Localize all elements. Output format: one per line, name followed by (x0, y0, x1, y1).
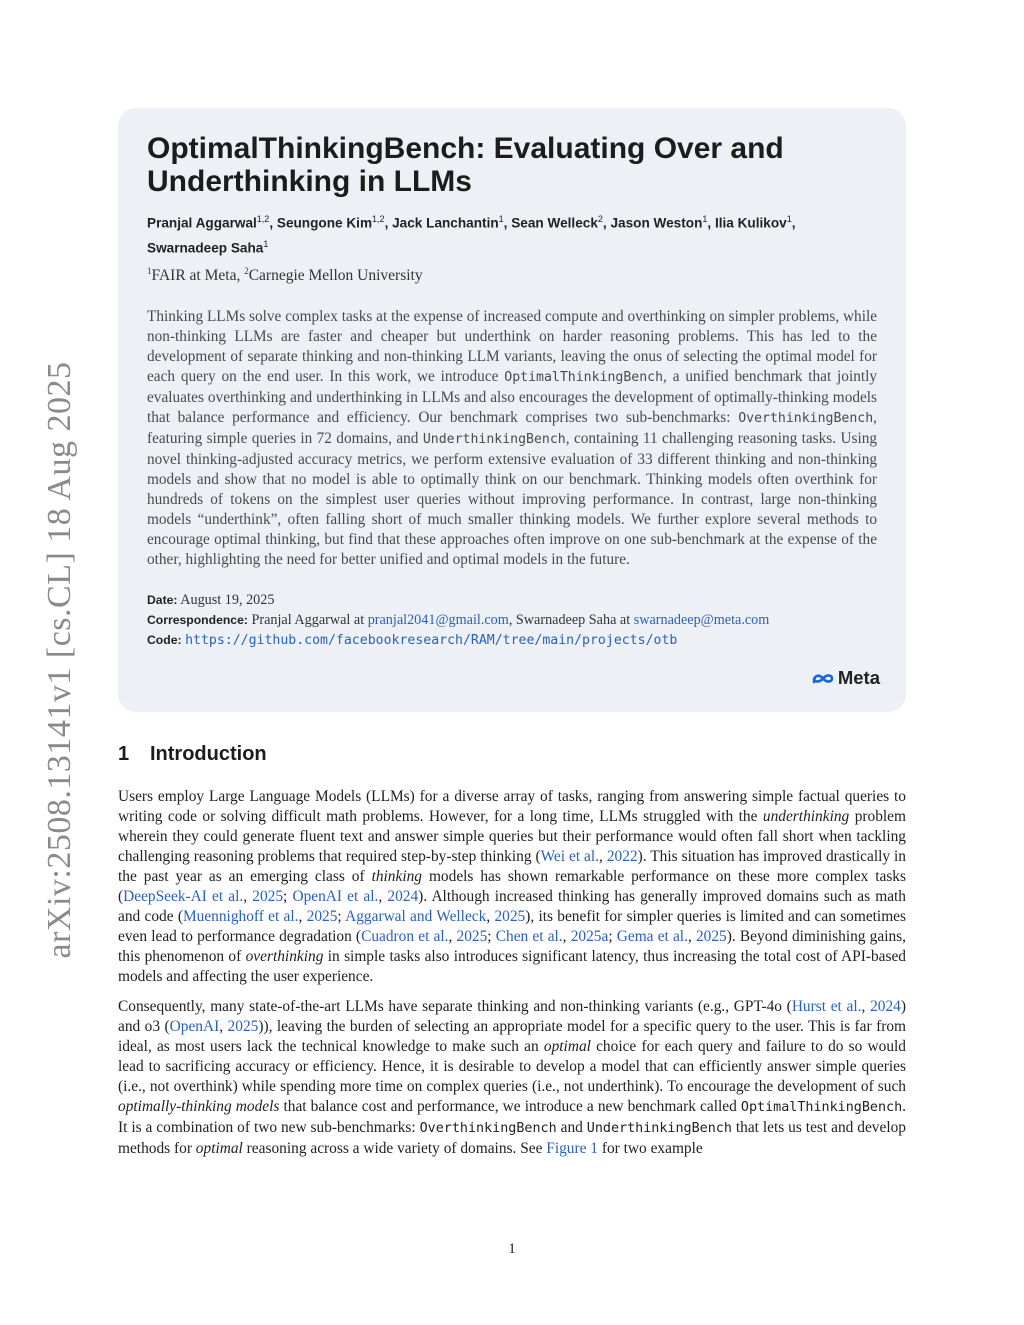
citation-link[interactable]: OpenAI et al. (292, 888, 379, 905)
citation-link[interactable]: Aggarwal and Welleck (345, 908, 487, 925)
benchmark-name: OptimalThinkingBench (740, 1100, 903, 1115)
introduction-body (118, 787, 906, 1169)
section-title: Introduction (150, 743, 267, 765)
author-list: Pranjal Aggarwal$^{1,2}$, Seungone Kim$^{1,2}$, Jack Lanchantin$^1$, Sean Welleck$^2$, Jason Weston$^1$, Ilia Kulikov$^1$, Swarnadeep Saha$^1$ (147, 214, 796, 256)
author-name: Seungone Kim (276, 215, 373, 231)
author-affil-mark: 1 (498, 214, 504, 224)
paper-metadata (147, 590, 877, 651)
date-row (147, 590, 877, 610)
date-value: August 19, 2025 (180, 592, 275, 609)
code-row (147, 630, 877, 651)
citation-link[interactable]: Hurst et al. (791, 998, 862, 1015)
paper-title: OptimalThinkingBench: Evaluating Over and Underthinking in LLMs (147, 132, 784, 198)
author-name: Pranjal Aggarwal (147, 215, 257, 231)
author-affil-mark: 1,2 (372, 214, 385, 224)
email-link[interactable]: swarnadeep@meta.com (633, 612, 770, 629)
citation-year-link[interactable]: 2022 (606, 848, 638, 865)
citation-year-link[interactable]: 2025 (494, 908, 526, 925)
meta-infinity-icon (811, 672, 835, 685)
citation-year-link[interactable]: 2025 (227, 1018, 259, 1035)
meta-logo-text: Meta (837, 667, 880, 688)
code-url-link[interactable]: https://github.com/facebookresearch/RAM/tree/main/projects/otb (185, 633, 678, 649)
citation-link[interactable]: Muennighoff et al. (182, 908, 299, 925)
citation-year-link[interactable]: 2024 (870, 998, 901, 1015)
citation-link[interactable]: DeepSeek-AI et al. (123, 888, 244, 905)
affil-mark: 1 (147, 266, 152, 277)
figure-reference-link[interactable]: Figure 1 (546, 1140, 599, 1157)
affil-mark: 2 (244, 266, 249, 277)
citation-year-link[interactable]: 2025 (252, 888, 284, 905)
author-name: Jack Lanchantin (392, 215, 499, 231)
citation-year-link[interactable]: 2024 (387, 888, 419, 905)
author-name: Swarnadeep Saha (147, 240, 264, 256)
author-name: Sean Welleck (511, 215, 598, 231)
arxiv-identifier: arXiv:2508.13141v1 [cs.CL] 18 Aug 2025 (41, 361, 78, 959)
citation-link[interactable]: Gema et al. (616, 928, 688, 945)
citation-link[interactable]: Cuadron et al. (361, 928, 449, 945)
email-link[interactable]: pranjal2041@gmail.com (367, 612, 509, 629)
author-affil-mark: 1 (263, 238, 269, 249)
paper-header-card (118, 108, 906, 712)
benchmark-name: OverthinkingBench (419, 1121, 557, 1136)
citation-year-link[interactable]: 2025 (456, 928, 488, 945)
code-label: Code: (147, 633, 182, 648)
affiliation-list: $^1$FAIR at Meta, $^2$Carnegie Mellon University (147, 266, 423, 285)
citation-year-link[interactable]: 2025 (306, 908, 338, 925)
author-name: Ilia Kulikov (714, 215, 787, 231)
section-number: 1 (118, 743, 130, 765)
date-label: Date: (147, 593, 178, 608)
author-affil-mark: 1 (702, 214, 708, 224)
citation-year-link[interactable]: 2025a (570, 928, 609, 945)
benchmark-name: OptimalThinkingBench (504, 370, 664, 386)
author-affil-mark: 1 (786, 214, 792, 224)
benchmark-name: UnderthinkingBench (586, 1121, 732, 1136)
author-name: Jason Weston (610, 215, 703, 231)
meta-logo (811, 667, 880, 689)
abstract: Thinking LLMs solve complex tasks at the expense of increased compute and overthinking on simpler problems, while non-thinking LLMs are faster and cheaper but underthink on harder reasoning problems. This has led to the development of separate thinking and non-thinking LLM variants, leaving the onus of selecting the optimal model for each query on the end user. In this work, we introduce OptimalThinkingBench, a unified benchmark that jointly evaluates overthinking and underthinking in LLMs and also encourages the development of optimally-thinking models that balance performance and efficiency. Our benchmark comprises two sub-benchmarks: OverthinkingBench, featuring simple queries in 72 domains, and UnderthinkingBench, containing 11 challenging reasoning tasks. Using novel thinking-adjusted accuracy metrics, we perform extensive evaluation of 33 different thinking and non-thinking models and show that no model is able to optimally think on our benchmark. Thinking models often overthink for hundreds of tokens on the simplest user queries without improving performance. In contrast, large non-thinking models “underthink”, often falling short of much smaller thinking models. We further explore several methods to encourage optimal thinking, but find that these approaches often improve on one sub-benchmark at the expense of the other, highlighting the need for better unified and optimal models in the future. (147, 308, 877, 569)
citation-link[interactable]: Wei et al. (540, 848, 600, 865)
correspondence-row: Correspondence: Pranjal Aggarwal at pranjal2041@gmail.com, Swarnadeep Saha at swarnadeep@meta.com (147, 612, 770, 629)
affiliation-name: FAIR at Meta (151, 267, 237, 285)
citation-link[interactable]: Chen et al. (495, 928, 563, 945)
affiliation-name: Carnegie Mellon University (248, 267, 423, 285)
correspondence-label: Correspondence: (147, 613, 248, 628)
benchmark-name: UnderthinkingBench (422, 432, 566, 448)
author-affil-mark: 1,2 (256, 214, 270, 224)
paragraph: Consequently, many state-of-the-art LLMs have separate thinking and non-thinking variants (e.g., GPT-4o (Hurst et al., 2024) and o3 (OpenAI, 2025)), leaving the burden of selecting an appropriate model for a specific query to the user. This is far from ideal, as most users lack the technical knowledge to make such an optimal choice for each query and failure to do so would lead to sacrificing accuracy or efficiency. Hence, it is desirable to develop a model that can efficiently answer simple queries (i.e., not overthink) while spending more time on complex queries (i.e., not underthink). To encourage the development of such optimally-thinking models that balance cost and performance, we introduce a new benchmark called OptimalThinkingBench. It is a combination of two new sub-benchmarks: OverthinkingBench and UnderthinkingBench that lets us test and develop methods for optimal reasoning across a wide variety of domains. See Figure 1 for two example (118, 998, 906, 1157)
citation-year-link[interactable]: 2025 (695, 928, 727, 945)
benchmark-name: OverthinkingBench (738, 411, 874, 427)
paragraph: Users employ Large Language Models (LLMs) for a diverse array of tasks, ranging from answering simple factual queries to writing code or solving difficult math problems. However, for a long time, LLMs struggled with the underthinking problem wherein they could generate fluent text and answer simple queries but their performance would often fall short when tackling challenging reasoning problems that required step-by-step thinking (Wei et al., 2022). This situation has improved drastically in the past year as an emerging class of thinking models has shown remarkable performance on these more complex tasks (DeepSeek-AI et al., 2025; OpenAI et al., 2024). Although increased thinking has generally improved domains such as math and code (Muennighoff et al., 2025; Aggarwal and Welleck, 2025), its benefit for simpler queries is limited and can sometimes even lead to performance degradation (Cuadron et al., 2025; Chen et al., 2025a; Gema et al., 2025). Beyond diminishing gains, this phenomenon of overthinking in simple tasks also introduces significant latency, thus increasing the total cost of API-based models and affecting the user experience. (118, 788, 907, 985)
author-affil-mark: 2 (597, 214, 603, 224)
citation-link[interactable]: OpenAI (169, 1018, 220, 1035)
section-heading (118, 743, 267, 766)
page-number: 1 (508, 1241, 516, 1257)
